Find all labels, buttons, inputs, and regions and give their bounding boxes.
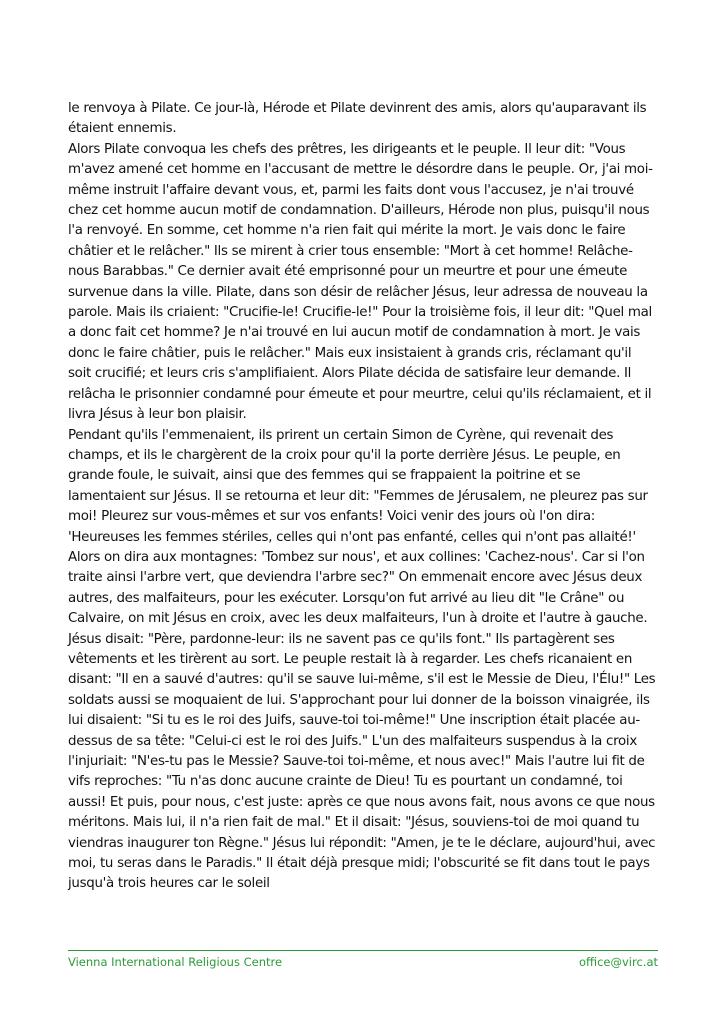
footer-organization: Vienna International Religious Centre bbox=[68, 955, 283, 969]
footer-email: office@virc.at bbox=[578, 955, 658, 969]
paragraph-2: Alors Pilate convoqua les chefs des prêtres, les dirigeants et le peuple. Il leur dit: "Vous m'avez amené cet homme en l'accusant de mettre le désordre dans le peuple. Or, j'ai moi-même instruit l'affaire devant vous, et, parmi les faits dont vous l'accusez, je n'ai trouvé chez cet homme aucun motif de condamnation. D'ailleurs, Hérode non plus, puisqu'il nous l'a renvoyé. En somme, cet homme n'a rien fait qui mérite la mort. Je vais donc le faire châtier et le relâcher." Ils se mirent à crier tous ensemble: "Mort à cet homme! Relâche-nous Barabbas." Ce dernier avait été emprisonné pour un meurtre et pour une émeute survenue dans la ville. Pilate, dans son désir de relâcher Jésus, leur adressa de nouveau la parole. Mais ils criaient: "Crucifie-le! Crucifie-le!" Pour la troisième fois, il leur dit: "Quel mal a donc fait cet homme? Je n'ai trouvé en lui aucun motif de condamnation à mort. Je vais donc le faire châtier, puis le relâcher." Mais eux insistaient à grands cris, réclamant qu'il soit crucifié; et leurs cris s'amplifiaient. Alors Pilate décida de satisfaire leur demande. Il relâcha le prisonnier condamné pour émeute et pour meurtre, celui qu'ils réclamaient, et il livra Jésus à leur bon plaisir. bbox=[68, 141, 653, 423]
footer-divider bbox=[68, 950, 658, 951]
page-footer bbox=[68, 955, 658, 969]
document-body bbox=[68, 99, 658, 895]
paragraph-3: Pendant qu'ils l'emmenaient, ils prirent un certain Simon de Cyrène, qui revenait des champs, et ils le chargèrent de la croix pour qu'il la porte derrière Jésus. Le peuple, en grande foule, le suivait, ainsi que des femmes qui se frappaient la poitrine et se lamentaient sur Jésus. Il se retourna et leur dit: "Femmes de Jérusalem, ne pleurez pas sur moi! Pleurez sur vous-mêmes et sur vos enfants! Voici venir des jours où l'on dira: 'Heureuses les femmes stériles, celles qui n'ont pas enfanté, celles qui n'ont pas allaité!' Alors on dira aux montagnes: 'Tombez sur nous', et aux collines: 'Cachez-nous'. Car si l'on traite ainsi l'arbre vert, que deviendra l'arbre sec?" On emmenait encore avec Jésus deux autres, des malfaiteurs, pour les exécuter. Lorsqu'on fut arrivé au lieu dit "le Crâne" ou Calvaire, on mit Jésus en croix, avec les deux malfaiteurs, l'un à droite et l'autre à gauche. Jésus disait: "Père, pardonne-leur: ils ne savent pas ce qu'ils font." Ils partagèrent ses vêtements et les tirèrent au sort. Le peuple restait là à regarder. Les chefs ricanaient en disant: "Il en a sauvé d'autres: qu'il se sauve lui-même, s'il est le Messie de Dieu, l'Élu!" Les soldats aussi se moquaient de lui. S'approchant pour lui donner de la boisson vinaigrée, ils lui disaient: "Si tu es le roi des Juifs, sauve-toi toi-même!" Une inscription était placée au-dessus de sa tête: "Celui-ci est le roi des Juifs." L'un des malfaiteurs suspendus à la croix l'injuriait: "N'es-tu pas le Messie? Sauve-toi toi-même, et nous avec!" Mais l'autre lui fit de vifs reproches: "Tu n'as donc aucune crainte de Dieu! Tu es pourtant un condamné, toi aussi! Et puis, pour nous, c'est juste: après ce que nous avons fait, nous avons ce que nous méritons. Mais lui, il n'a rien fait de mal." Et il disait: "Jésus, souviens-toi de moi quand tu viendras inaugurer ton Règne." Jésus lui répondit: "Amen, je te le déclare, aujourd'hui, avec moi, tu seras dans le Paradis." Il était déjà presque midi; l'obscurité se fit dans tout le pays jusqu'à trois heures car le soleil bbox=[68, 427, 656, 892]
paragraph-1: le renvoya à Pilate. Ce jour-là, Hérode et Pilate devinrent des amis, alors qu'auparavant ils étaient ennemis. bbox=[68, 101, 647, 137]
